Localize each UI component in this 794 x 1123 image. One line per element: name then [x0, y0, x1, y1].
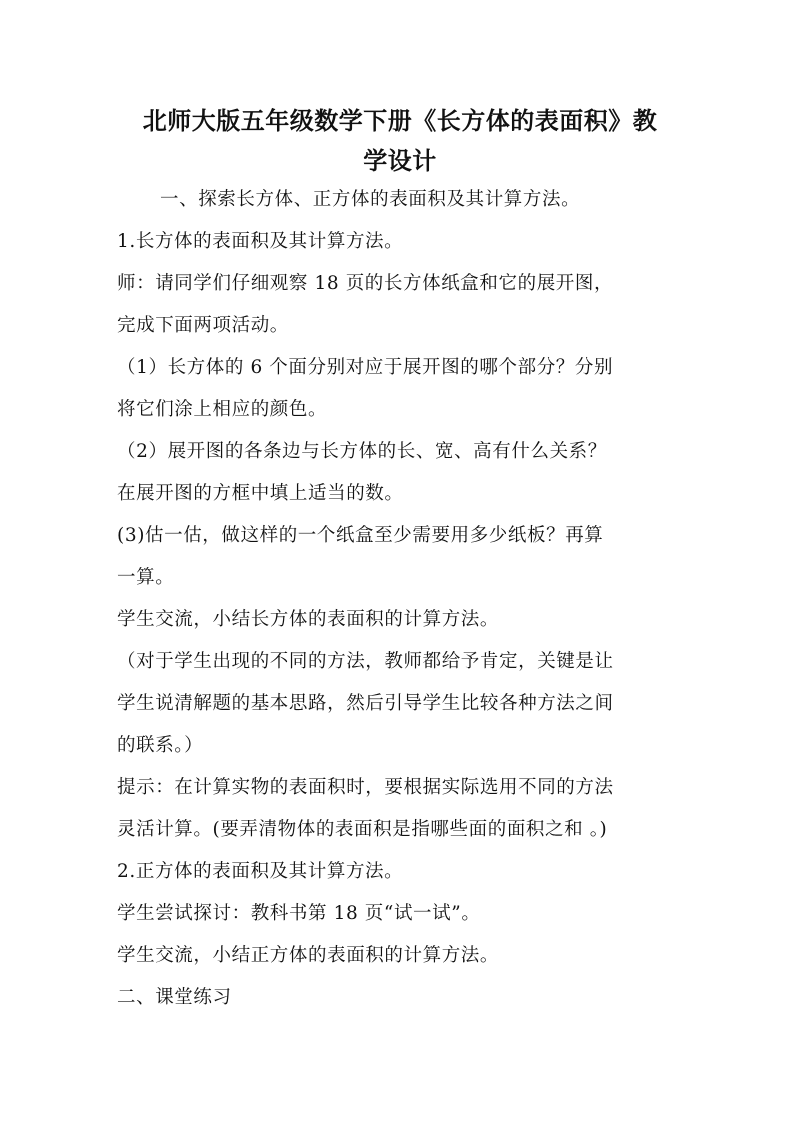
paragraph-line: 完成下面两项活动。: [117, 315, 289, 336]
document-title-line-2: 学设计: [363, 147, 437, 175]
paragraph-line: 灵活计算。(要弄清物体的表面积是指哪些面的面积之和 。): [117, 819, 608, 840]
paragraph-line: 师：请同学们仔细观察 18 页的长方体纸盒和它的展开图，: [117, 273, 614, 294]
subsection-heading-1: 1.长方体的表面积及其计算方法。: [117, 231, 404, 252]
paragraph-line: （2）展开图的各条边与长方体的长、宽、高有什么关系？: [117, 441, 607, 462]
paragraph-line: 提示：在计算实物的表面积时，要根据实际选用不同的方法: [117, 777, 614, 798]
document-title-line-1: 北师大版五年级数学下册《长方体的表面积》教: [142, 107, 658, 135]
paragraph-line: 学生交流，小结正方体的表面积的计算方法。: [117, 945, 500, 966]
paragraph-line: （1）长方体的 6 个面分别对应于展开图的哪个部分？分别: [117, 357, 614, 378]
subsection-heading-2: 2.正方体的表面积及其计算方法。: [117, 861, 404, 882]
paragraph-line: （对于学生出现的不同的方法，教师都给予肯定，关键是让: [117, 651, 614, 672]
paragraph-line: 学生说清解题的基本思路，然后引导学生比较各种方法之间: [117, 693, 614, 714]
section-heading-2: 二、课堂练习: [117, 987, 232, 1008]
paragraph-line: 学生尝试探讨：教科书第 18 页“试一试”。: [117, 903, 481, 924]
paragraph-line: 将它们涂上相应的颜色。: [117, 399, 328, 420]
paragraph-line: 的联系。）: [117, 735, 204, 756]
section-heading-1: 一、探索长方体、正方体的表面积及其计算方法。: [160, 189, 581, 210]
paragraph-line: 学生交流，小结长方体的表面积的计算方法。: [117, 609, 500, 630]
paragraph-line: 在展开图的方框中填上适当的数。: [117, 483, 404, 504]
paragraph-line: (3)估一估，做这样的一个纸盒至少需要用多少纸板？再算: [117, 525, 604, 546]
paragraph-line: 一算。: [117, 567, 175, 588]
